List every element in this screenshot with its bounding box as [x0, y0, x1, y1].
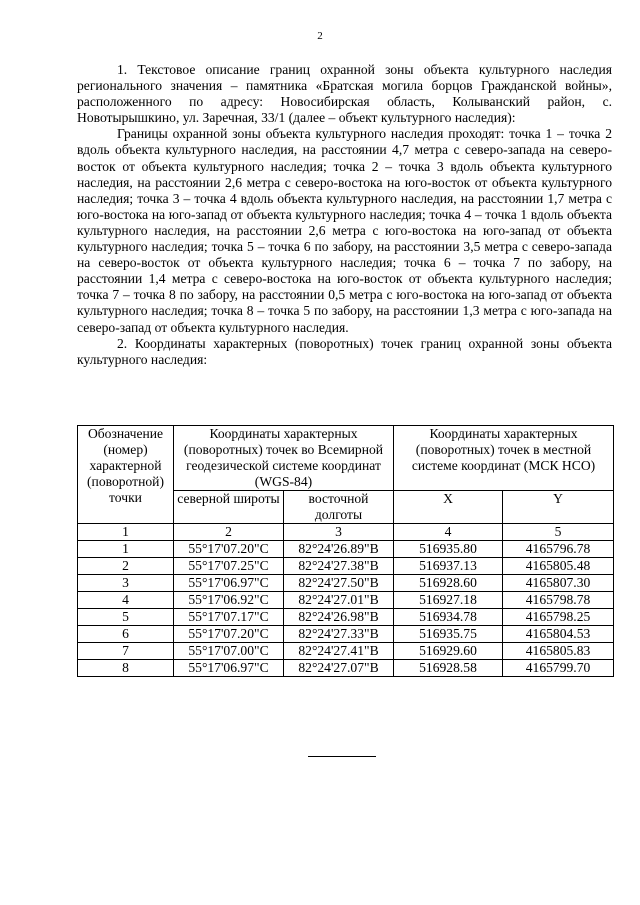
table-row [78, 558, 614, 575]
cell-x: 516929.60 [394, 643, 503, 660]
cell-point-number: 2 [78, 558, 174, 575]
cell-longitude: 82°24'27.50"В [284, 575, 394, 592]
cell-latitude: 55°17'06.97"С [174, 660, 284, 677]
cell-point-number: 6 [78, 626, 174, 643]
end-divider-line [308, 756, 376, 757]
table-row [78, 592, 614, 609]
table-row [78, 541, 614, 558]
paragraph-description: 1. Текстовое описание границ охранной зоны объекта культурного наследия регионального значения – памятника «Братская могила борцов Гражданской войны», расположенного по адресу: Новосибирская область, Колыванский район, с. Новотырышкино, ул. Заречная, 33/1 (далее – объект культурного наследия): [77, 62, 612, 126]
header-local-coordinates: Координаты характерных (поворотных) точек в местной системе координат (МСК НСО) [394, 426, 614, 491]
paragraph-coordinates-heading: 2. Координаты характерных (поворотных) точек границ охранной зоны объекта культурного наследия: [77, 335, 612, 367]
column-number: 2 [174, 524, 284, 541]
cell-latitude: 55°17'06.97"С [174, 575, 284, 592]
cell-point-number: 1 [78, 541, 174, 558]
cell-y: 4165798.78 [503, 592, 614, 609]
cell-longitude: 82°24'27.33"В [284, 626, 394, 643]
cell-x: 516928.60 [394, 575, 503, 592]
table-row [78, 660, 614, 677]
paragraph-boundaries: Границы охранной зоны объекта культурного наследия проходят: точка 1 – точка 2 вдоль объекта культурного наследия, на расстоянии 4,7 метра с северо-запада на северо-восток от объекта культурного наследия; точка 2 – точка 3 вдоль объекта культурного наследия, на расстоянии 2,6 метра с северо-востока на юго-восток от объекта культурного наследия; точка 3 – точка 4 вдоль объекта культурного наследия, на расстоянии 1,7 метра с юго-востока на юго-запад от объекта культурного наследия; точка 4 – точка 1 вдоль объекта культурного наследия, на расстоянии 2,6 метра с юго-востока на юго-запад от объекта культурного наследия; точка 5 – точка 6 по забору, на расстоянии 3,5 метра с северо-запада на северо-восток от объекта культурного наследия; точка 6 – точка 7 по забору, на расстоянии 1,4 метра с северо-востока на юго-восток от объекта культурного наследия; точка 7 – точка 8 по забору, на расстоянии 0,5 метра с юго-востока на юго-запад от объекта культурного наследия; точка 8 – точка 5 по забору, на расстоянии 1,3 метра с юго-запада на северо-запад от объекта культурного наследия. [77, 126, 612, 335]
cell-point-number: 8 [78, 660, 174, 677]
header-longitude: восточной долготы [284, 491, 394, 524]
table-row [78, 609, 614, 626]
column-number: 5 [503, 524, 614, 541]
cell-x: 516937.13 [394, 558, 503, 575]
cell-longitude: 82°24'27.01"В [284, 592, 394, 609]
header-x: X [394, 491, 503, 524]
column-number: 3 [284, 524, 394, 541]
cell-y: 4165796.78 [503, 541, 614, 558]
column-number: 1 [78, 524, 174, 541]
cell-point-number: 7 [78, 643, 174, 660]
table-row [78, 626, 614, 643]
column-number: 4 [394, 524, 503, 541]
header-latitude: северной широты [174, 491, 284, 524]
page-number: 2 [317, 30, 323, 42]
cell-latitude: 55°17'07.20"С [174, 626, 284, 643]
cell-longitude: 82°24'27.07"В [284, 660, 394, 677]
cell-y: 4165798.25 [503, 609, 614, 626]
cell-latitude: 55°17'07.25"С [174, 558, 284, 575]
cell-latitude: 55°17'07.17"С [174, 609, 284, 626]
header-wgs84-coordinates: Координаты характерных (поворотных) точек во Всемирной геодезической системе координат (WGS-84) [174, 426, 394, 491]
cell-x: 516935.80 [394, 541, 503, 558]
cell-longitude: 82°24'26.98"В [284, 609, 394, 626]
cell-latitude: 55°17'07.20"С [174, 541, 284, 558]
header-y: Y [503, 491, 614, 524]
cell-x: 516934.78 [394, 609, 503, 626]
cell-point-number: 4 [78, 592, 174, 609]
table-header-row [78, 426, 614, 491]
cell-y: 4165805.83 [503, 643, 614, 660]
cell-latitude: 55°17'06.92"С [174, 592, 284, 609]
cell-x: 516928.58 [394, 660, 503, 677]
coordinates-table [77, 425, 614, 677]
cell-longitude: 82°24'26.89"В [284, 541, 394, 558]
cell-latitude: 55°17'07.00"С [174, 643, 284, 660]
header-point-designation: Обозначение (номер) характерной (поворотной) точки [78, 426, 174, 524]
table-row [78, 575, 614, 592]
cell-longitude: 82°24'27.38"В [284, 558, 394, 575]
cell-point-number: 5 [78, 609, 174, 626]
cell-y: 4165807.30 [503, 575, 614, 592]
cell-longitude: 82°24'27.41"В [284, 643, 394, 660]
table-row [78, 643, 614, 660]
document-body [77, 62, 612, 368]
cell-point-number: 3 [78, 575, 174, 592]
table-column-numbers-row [78, 524, 614, 541]
cell-x: 516935.75 [394, 626, 503, 643]
cell-x: 516927.18 [394, 592, 503, 609]
cell-y: 4165804.53 [503, 626, 614, 643]
cell-y: 4165805.48 [503, 558, 614, 575]
cell-y: 4165799.70 [503, 660, 614, 677]
